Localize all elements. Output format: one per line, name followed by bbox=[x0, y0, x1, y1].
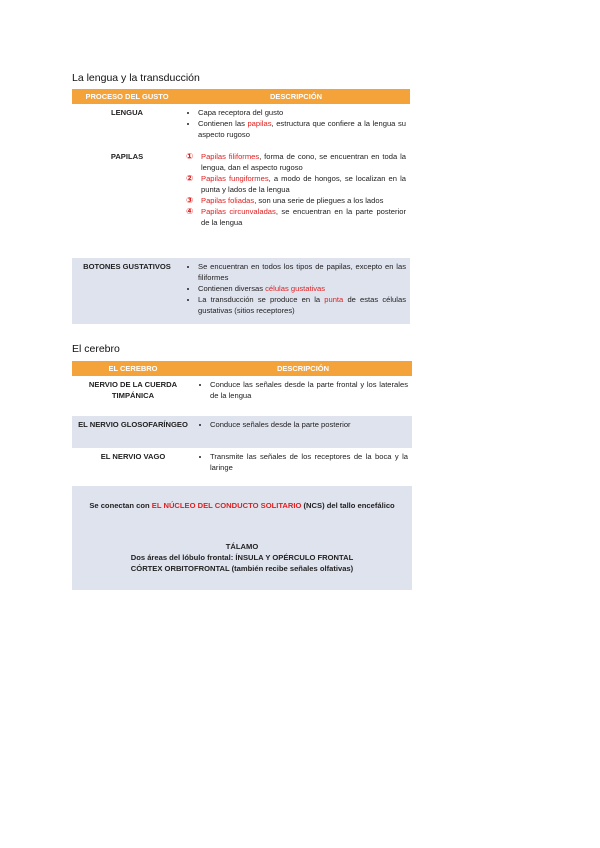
list-item: • Se encuentran en todos los tipos de papilas, excepto en las filiformes bbox=[198, 261, 406, 283]
row-cuerda-timpanica bbox=[72, 376, 412, 416]
list-item: • Conduce señales desde la parte posterior bbox=[210, 419, 408, 430]
header-proceso: PROCESO DEL GUSTO bbox=[72, 89, 182, 104]
table-cerebro bbox=[72, 361, 412, 590]
cell-glosofaringeo-desc bbox=[194, 416, 412, 448]
talamo-line-3: CÓRTEX ORBITOFRONTAL (también recibe señales olfativas) bbox=[130, 564, 354, 573]
cell-vago-name: EL NERVIO VAGO bbox=[72, 448, 194, 486]
cell-botones-desc bbox=[182, 258, 410, 324]
list-item: • Contienen las papilas, estructura que confiere a la lengua su aspecto rugoso bbox=[198, 118, 406, 140]
cell-cuerda-desc bbox=[194, 376, 412, 416]
list-item: • Transmite las señales de los receptores de la boca y la laringe bbox=[210, 451, 408, 473]
list-item: • Conduce las señales desde la parte frontal y los laterales de la lengua bbox=[210, 379, 408, 401]
list-item: ③ Papilas foliadas, son una serie de pliegues a los lados bbox=[186, 195, 384, 205]
cell-talamo bbox=[72, 526, 412, 590]
row-talamo bbox=[72, 526, 412, 590]
cell-glosofaringeo-name: EL NERVIO GLOSOFARÍNGEO bbox=[72, 416, 194, 448]
header-descripcion: DESCRIPCIÓN bbox=[194, 361, 412, 376]
cell-ncs: Se conectan con EL NÚCLEO DEL CONDUCTO SOLITARIO (NCS) del tallo encefálico bbox=[72, 486, 412, 526]
talamo-title: TÁLAMO bbox=[225, 542, 259, 551]
table-lengua bbox=[72, 89, 410, 324]
section-title-lengua: La lengua y la transducción bbox=[72, 72, 200, 84]
list-item: ② Papilas fungiformes, a modo de hongos, se localizan en la punta y lados de la lengua bbox=[186, 173, 406, 194]
cell-botones-name: BOTONES GUSTATIVOS bbox=[72, 258, 182, 324]
row-botones bbox=[72, 258, 410, 324]
header-cerebro: EL CEREBRO bbox=[72, 361, 194, 376]
talamo-line-2: Dos áreas del lóbulo frontal: ÍNSULA Y OPÉRCULO FRONTAL bbox=[130, 553, 354, 562]
list-item: ④ Papilas circunvaladas, se encuentran en la parte posterior de la lengua bbox=[186, 206, 406, 227]
header-descripcion: DESCRIPCIÓN bbox=[182, 89, 410, 104]
row-vago bbox=[72, 448, 412, 486]
section-title-cerebro: El cerebro bbox=[72, 343, 120, 355]
list-item: • Capa receptora del gusto bbox=[198, 107, 406, 118]
cell-papilas-desc bbox=[182, 148, 410, 258]
cell-cuerda-name: NERVIO DE LA CUERDA TIMPÁNICA bbox=[72, 376, 194, 416]
cell-lengua-desc bbox=[182, 104, 410, 148]
cell-papilas-name: PAPILAS bbox=[72, 148, 182, 258]
list-item: ① Papilas filiformes, forma de cono, se encuentran en toda la lengua, dan el aspecto rugoso bbox=[186, 151, 407, 172]
row-papilas bbox=[72, 148, 410, 258]
row-lengua bbox=[72, 104, 410, 148]
cell-lengua-name: LENGUA bbox=[72, 104, 182, 148]
row-glosofaringeo bbox=[72, 416, 412, 448]
cell-vago-desc bbox=[194, 448, 412, 486]
list-item: • La transducción se produce en la punta de estas células gustativas (sitios receptores) bbox=[198, 294, 406, 316]
row-ncs bbox=[72, 486, 412, 526]
list-item: • Contienen diversas células gustativas bbox=[198, 283, 406, 294]
